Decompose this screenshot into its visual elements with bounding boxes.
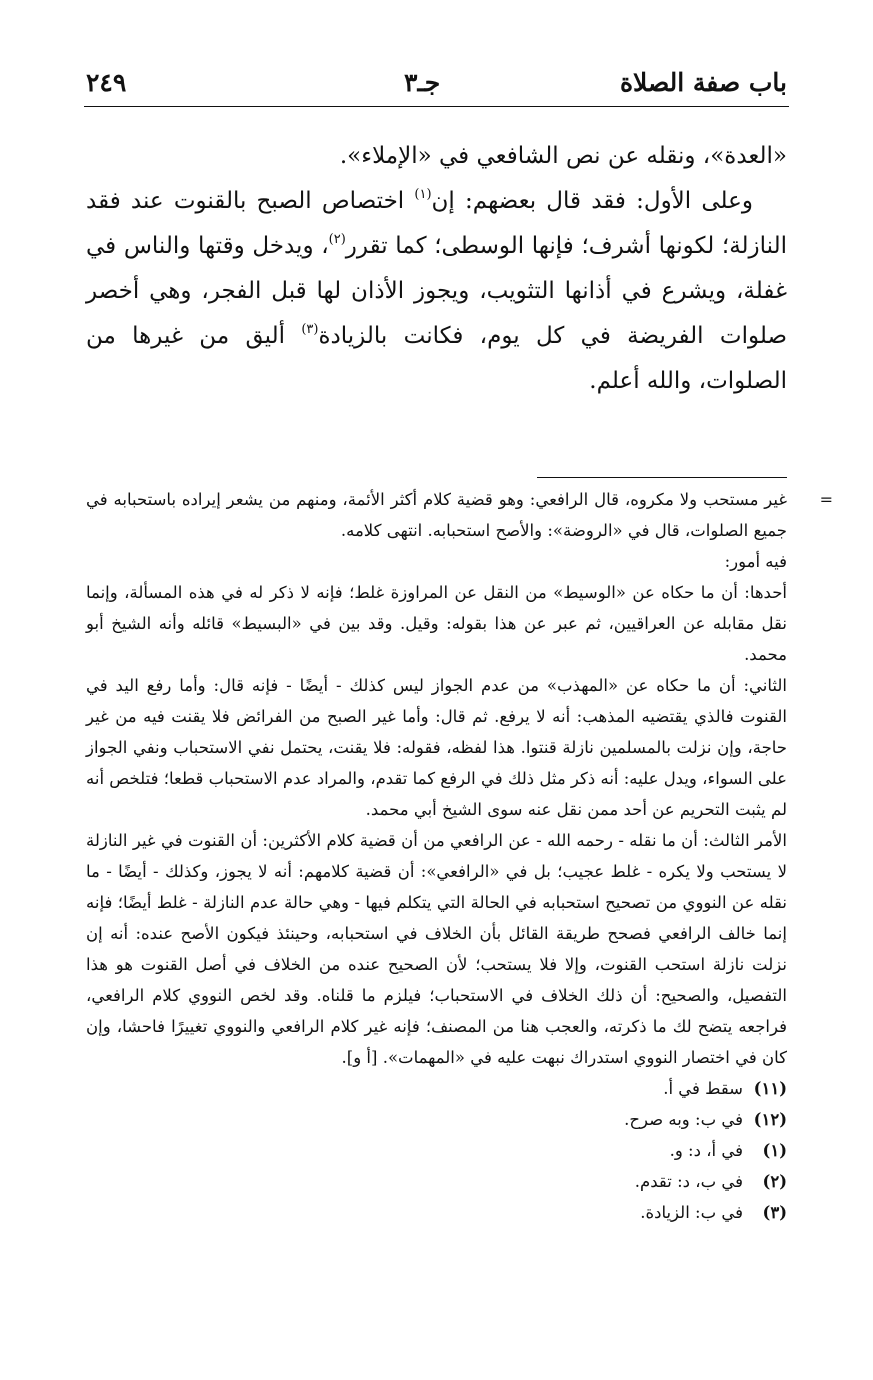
footnote-item [86,1166,787,1197]
footnote-item [86,1104,787,1135]
footnote-number: (٣) [762,1203,787,1222]
footnote-number: (١) [762,1141,787,1160]
footnote-number: (٢) [762,1172,787,1191]
main-text [86,134,787,404]
main-paragraph [86,134,787,179]
footnote-ref: (١) [414,187,432,202]
footnotes [86,484,833,1228]
footnote-paragraph: أحدها: أن ما حكاه عن «الوسيط» من النقل عن المراوزة غلط؛ فإنه لا ذكر له في هذه المسألة، وإنما نقل مقابله عن العراقيين، ثم عبر عن هذا بقوله: وقيل. وقد بين في «البسيط» قائله وأنه الشيخ أبو محمد. [86,583,787,664]
page-number: ٢٤٩ [86,68,127,97]
continuation-mark: = [819,490,833,509]
footnote-ref: (٣) [301,322,319,337]
chapter-title: باب صفة الصلاة [619,68,787,97]
footnote-number: (١١) [753,1079,787,1098]
header-rule [84,106,789,107]
footnote-item [86,1073,787,1104]
footnote-paragraph: الثاني: أن ما حكاه عن «المهذب» من عدم الجواز ليس كذلك - أيضًا - فإنه قال: وأما رفع اليد في القنوت فالذي يقتضيه المذهب: أنه لا يرفع. ثم قال: وأما غير الصبح من الفرائض فلا يقنت فيه من غير حاجة، وإن نزلت بالمسلمين نازلة قنتوا. هذا لفظه، فقوله: فلا يقنت، يحتمل نفي الاستحباب ونفي الجواز على السواء، ويدل عليه: أنه ذكر مثل ذلك في الرفع كما تقدم، والمراد عدم الاستحباب قطعا؛ فتلخص أنه لم يثبت التحريم عن أحد ممن نقل عنه سوى الشيخ أبي محمد. [86,676,787,819]
text-run: ، ويدخل وقتها والناس في غفلة، ويشرع في أذانها التثويب، ويجوز الأذان لها قبل الفجر، وهي أخصر صلوات الفريضة في كل يوم، فكانت بالزيادة [86,233,787,349]
footnote-text: في ب، د: تقدم. [634,1172,743,1191]
footnote-paragraph: الأمر الثالث: أن ما نقله - رحمه الله - عن الرافعي من أن قضية كلام الأكثرين: أن القنوت في غير النازلة لا يستحب ولا يكره - غلط عجيب؛ بل في «الرافعي»: أن قضية كلامهم: أنه لا يجوز، وكذلك - أيضًا - ما نقله عن النووي من تصحيح استحبابه في الحالة التي يتكلم فيها - وهي حالة عدم النازلة - غلط أيضًا؛ فإنه إنما خالف الرافعي فصحح طريقة القائل بأن الخلاف في استحبابه، وحينئذ فيكون الأصح عنده: أنه إن نزلت نازلة استحب القنوت، وإلا فلا يستحب؛ لأن الصحيح عنده من الخلاف في أصل القنوت هو هذا التفصيل، والصحيح: أن ذلك الخلاف في الاستحباب؛ فيلزم ما قلناه. وقد لخص النووي كلام الرافعي، فراجعه يتضح لك ما ذكرته، والعجب هنا من المصنف؛ فإنه غير كلام الرافعي والنووي تغييرًا فاحشا، وإن كان في اختصار النووي استدراك نبهت عليه في «المهمات». [أ و]. [86,831,787,1067]
text-run: «العدة»، ونقله عن نص الشافعي في «الإملاء». [339,143,787,169]
volume-label: جـ٣ [404,68,441,97]
footnote-text: في أ، د: و. [669,1141,743,1160]
footnote-number: (١٢) [753,1110,787,1129]
footnote-separator [537,477,787,478]
footnote-text: في ب: وبه صرح. [624,1110,743,1129]
footnote-ref: (٢) [328,232,346,247]
running-header [86,68,787,104]
footnote-paragraph: فيه أمور: [724,552,787,571]
text-run: أليق من غيرها من الصلوات، والله أعلم. [86,323,787,394]
text-run: اختصاص الصبح بالقنوت عند فقد النازلة؛ لكونها أشرف؛ فإنها الوسطى؛ كما تقرر [86,188,788,259]
footnote-item [86,1135,787,1166]
main-paragraph [86,179,787,404]
footnote-text: سقط في أ. [663,1079,743,1098]
footnote-paragraph: غير مستحب ولا مكروه، قال الرافعي: وهو قضية كلام أكثر الأئمة، ومنهم من يشعر إيراده باستحبابه في جميع الصلوات، قال في «الروضة»: والأصح استحبابه. انتهى كلامه. [86,490,787,540]
footnote-item [86,1197,787,1228]
footnote-list [86,1073,787,1228]
footnote-continuation [86,484,787,1073]
text-run: وعلى الأول: فقد قال بعضهم: إن [431,188,753,214]
footnote-text: في ب: الزيادة. [640,1203,743,1222]
